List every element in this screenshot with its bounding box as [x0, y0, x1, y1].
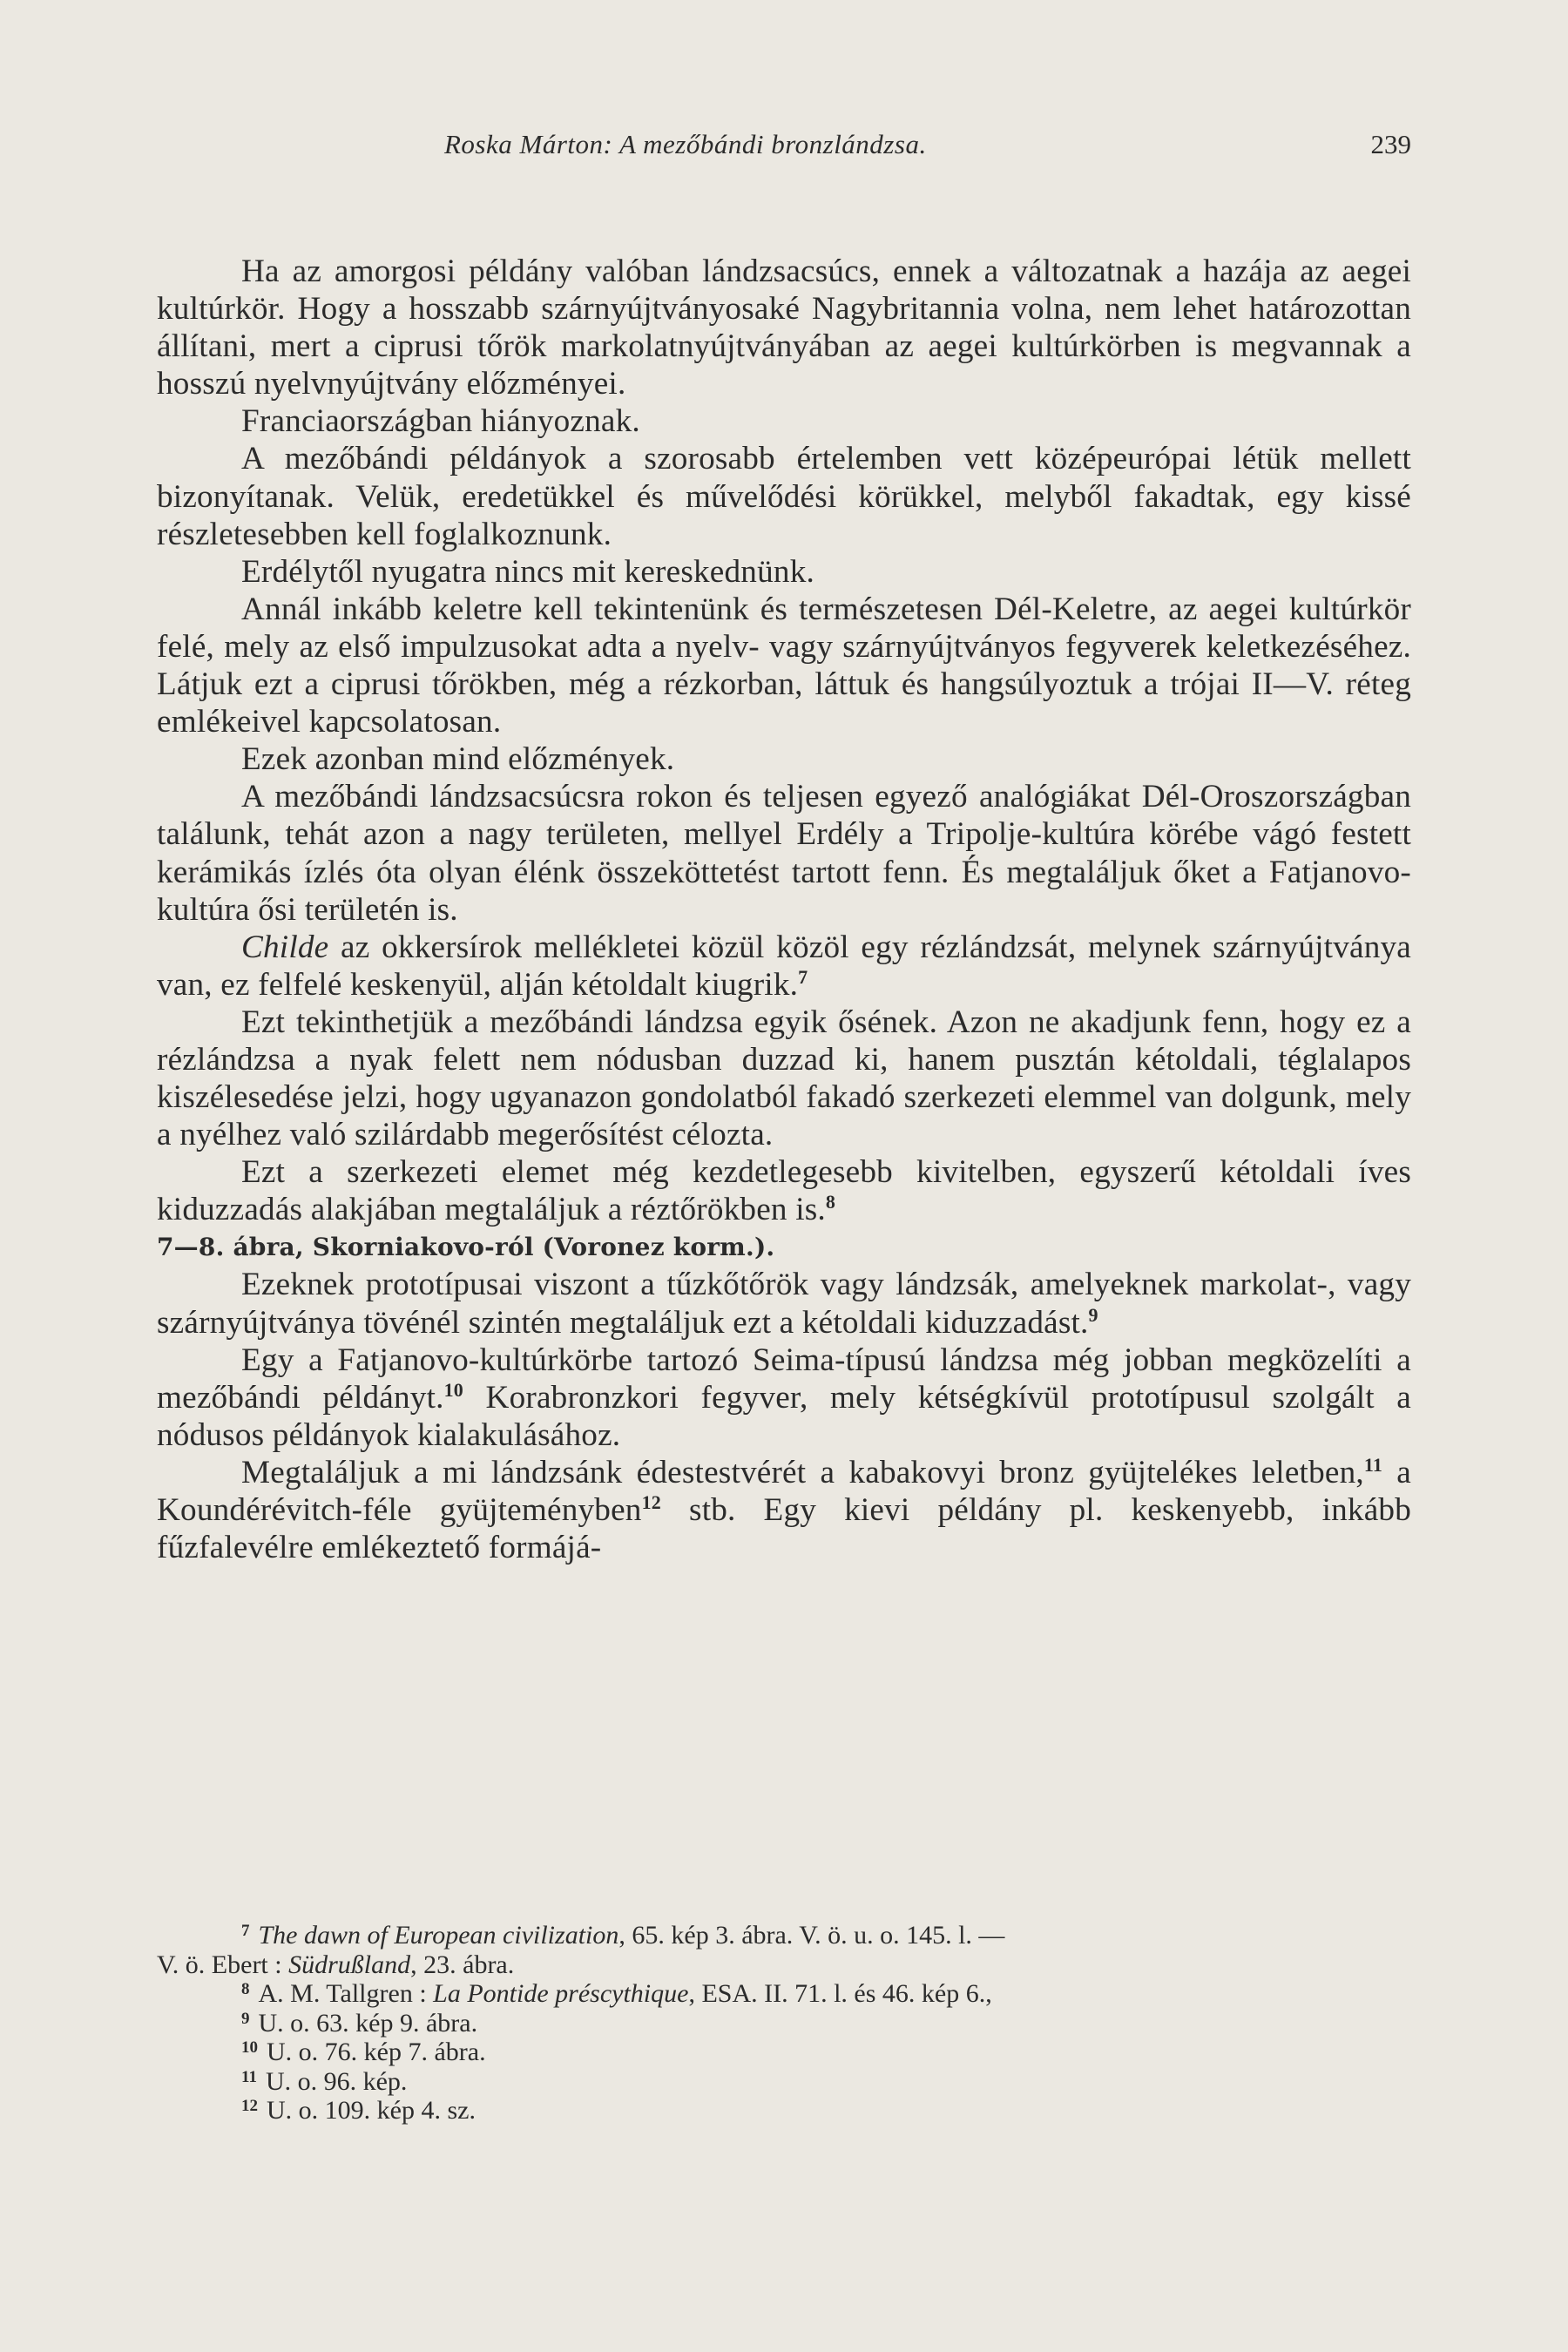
- paragraph: A mezőbándi lándzsacsúcsra rokon és teljesen egyező analógiákat Dél-Oroszországban találunk, tehát azon a nagy területen, mellyel Erdély a Tripolje-kultúra körébe vágó festett kerámikás ízlés óta olyan élénk összeköttetést tartott fenn. És megtaláljuk őket a Fatjanovo-kultúra ősi területén is.: [157, 779, 1411, 928]
- footnote-12: [157, 2096, 1411, 2126]
- paragraph: [157, 1342, 1411, 1454]
- paragraph: [157, 1266, 1411, 1341]
- footnote-title: The dawn of European civilization: [258, 1921, 619, 1950]
- footnote-text: U. o. 109. kép 4. sz.: [267, 2096, 476, 2125]
- paragraph: [157, 1454, 1411, 1566]
- footnote-title: Südrußland: [288, 1950, 411, 1979]
- footnote-text: U. o. 76. kép 7. ábra.: [267, 2038, 486, 2066]
- paragraph: Ezt tekinthetjük a mezőbándi lándzsa egyik ősének. Azon ne akadjunk fenn, hogy ez a rézlándzsa a nyak felett nem nódusban duzzad ki, hanem pusztán kétoldali, téglalapos kiszélesedése jelzi, hogy ugyanazon gondolatból fakadó szerkezeti elemmel van dolgunk, mely a nyélhez való szilárdabb megerősítést célozta.: [157, 1004, 1411, 1153]
- footnote-text: , ESA. II. 71. l. és 46. kép 6.,: [688, 1979, 992, 2008]
- paragraph-text: stb. Egy kievi példány pl. keskenyebb, inkább fűzfalevélre emlékeztető formájá-: [157, 1492, 1411, 1566]
- footnote-number: 8: [241, 1980, 250, 1998]
- footnote-ref: 12: [641, 1491, 661, 1513]
- page-number: 239: [1370, 129, 1411, 159]
- footnote-title: La Pontide préscythique: [433, 1979, 689, 2008]
- footnote-ref: 7: [798, 965, 808, 988]
- footnote-number: 9: [241, 2009, 250, 2028]
- paragraph-text: Korabronzkori fegyver, mely kétségkívül prototípusul szolgált a nódusos példányok kialakulásához.: [157, 1379, 1411, 1453]
- paragraph-text: a Koundérévitch-féle gyüjteményben: [157, 1454, 1411, 1528]
- paragraph-text: Egy a Fatjanovo-kultúrkörbe tartozó Seima-típusú lándzsa még jobban megközelíti a mezőbándi példányt.: [157, 1342, 1411, 1416]
- paragraph-text: Megtaláljuk a mi lándzsánk édestestvérét a kabakovyi bronz gyüjtelékes leletben,: [241, 1454, 1364, 1490]
- footnote-9: [157, 2009, 1411, 2038]
- paragraph-text: az okkersírok mellékletei közül közöl egy rézlándzsát, melynek szárnyújtványa van, ez felfelé keskenyül, alján kétoldalt kiugrik.: [157, 929, 1411, 1003]
- footnote-text: V. ö. Ebert :: [157, 1950, 289, 1979]
- figure-caption: 7—8. ábra, Skorniakovo-ról (Voronez korm.).: [157, 1233, 775, 1262]
- paragraph: Franciaországban hiányoznak.: [241, 403, 640, 440]
- footnote-number: 7: [241, 1922, 250, 1940]
- footnote-text: , 65. kép 3. ábra. V. ö. u. o. 145. l. —: [618, 1921, 1005, 1950]
- paragraph: [157, 1153, 1411, 1228]
- footnote-8: [157, 1979, 1411, 2009]
- paragraph: Erdélytől nyugatra nincs mit kereskednünk.: [241, 553, 814, 590]
- footnote-7: [157, 1921, 1411, 1950]
- footnote-text: U. o. 63. kép 9. ábra.: [258, 2008, 478, 2038]
- footnote-ref: 10: [443, 1378, 464, 1401]
- footnote-ref: 9: [1088, 1303, 1098, 1326]
- footnotes: [157, 1921, 1411, 2126]
- paragraph: [157, 929, 1411, 1004]
- author-name: Childe: [241, 929, 329, 965]
- footnote-11: [157, 2067, 1411, 2097]
- footnote-ref: 11: [1363, 1453, 1383, 1476]
- footnote-number: 10: [241, 2038, 258, 2057]
- paragraph: Ezek azonban mind előzmények.: [241, 741, 675, 778]
- body-text: [157, 253, 1411, 1566]
- footnote-text: A. M. Tallgren :: [258, 1979, 434, 2008]
- paragraph-text: Ezeknek prototípusai viszont a tűzkőtőrök vagy lándzsák, amelyeknek markolat-, vagy szárnyújtványa tövénél szintén megtaláljuk ezt a kétoldali kiduzzadást.: [157, 1267, 1411, 1341]
- footnote-number: 11: [241, 2067, 257, 2086]
- running-head: Roska Márton: A mezőbándi bronzlándzsa.: [444, 129, 927, 159]
- footnote-text: , 23. ábra.: [410, 1950, 515, 1979]
- footnote-number: 12: [241, 2097, 258, 2115]
- footnote-10: [157, 2038, 1411, 2067]
- page-header: [157, 129, 1411, 172]
- footnote-7-continued: [157, 1950, 1411, 1980]
- footnote-ref: 8: [825, 1191, 836, 1213]
- paragraph-text: Ezt a szerkezeti elemet még kezdetlegesebb kivitelben, egyszerű kétoldali íves kiduzzadás alakjában megtaláljuk a réztőrökben is.: [157, 1154, 1411, 1228]
- paragraph: Ha az amorgosi példány valóban lándzsacsúcs, ennek a változatnak a hazája az aegei kultúrkör. Hogy a hosszabb szárnyújtványosaké Nagybritannia volna, nem lehet határozottan állítani, mert a ciprusi tőrök markolatnyújtványában az aegei kultúrkörben is megvannak a hosszú nyelvnyújtvány előzményei.: [157, 253, 1411, 402]
- paragraph: Annál inkább keletre kell tekintenünk és természetesen Dél-Keletre, az aegei kultúrkör felé, mely az első impulzusokat adta a nyelv- vagy szárnyújtványos fegyverek keletkezéséhez. Látjuk ezt a ciprusi tőrökben, még a rézkorban, láttuk és hangsúlyoztuk a trójai II—V. réteg emlékeivel kapcsolatosan.: [157, 591, 1411, 740]
- paragraph: A mezőbándi példányok a szorosabb értelemben vett középeurópai létük mellett bizonyítanak. Velük, eredetükkel és művelődési körükkel, melyből fakadtak, egy kissé részletesebben kell foglalkoznunk.: [157, 441, 1411, 552]
- footnote-text: U. o. 96. kép.: [265, 2066, 408, 2096]
